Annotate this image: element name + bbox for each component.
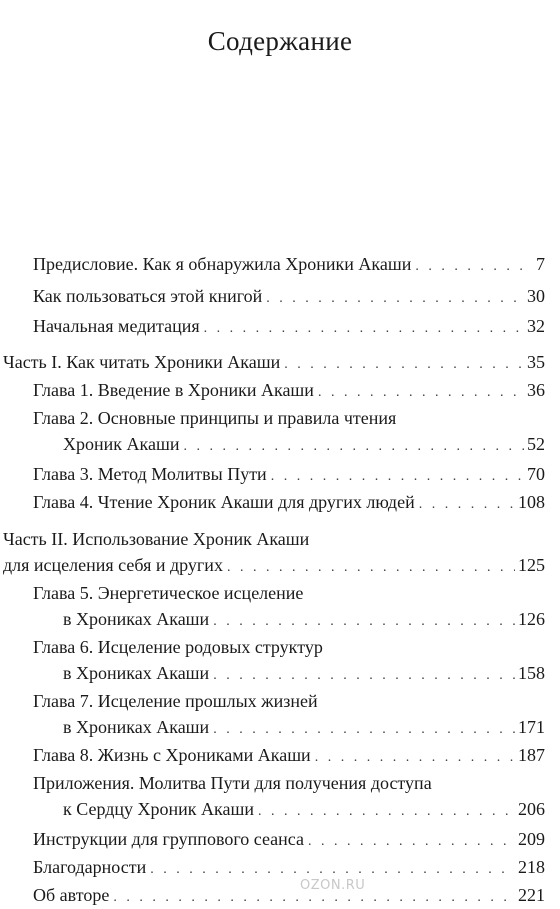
toc-entry-label: Часть I. Как читать Хроники Акаши: [3, 352, 281, 372]
toc-entry-label: Глава 1. Введение в Хроники Акаши: [33, 380, 314, 400]
toc-appendix-line-1: [33, 772, 545, 796]
toc-chapter-7-line-2: [63, 716, 545, 740]
toc-page-number: 221: [518, 885, 545, 905]
toc-part-1: [3, 351, 545, 375]
leader-dots: [213, 611, 515, 633]
toc-entry-label: Инструкции для группового сеанса: [33, 829, 304, 849]
toc-page-number: 209: [518, 829, 545, 849]
toc-chapter-7-line-1: [33, 690, 545, 714]
toc-page-number: 126: [518, 609, 545, 629]
toc-chapter-5-line-2: [63, 608, 545, 632]
toc-chapter-1: [33, 379, 545, 403]
leader-dots: [318, 382, 524, 404]
toc-page-number: 70: [527, 464, 545, 484]
toc-entry-label: Глава 3. Метод Молитвы Пути: [33, 464, 267, 484]
toc-entry-label: Глава 4. Чтение Хроник Акаши для других людей: [33, 492, 415, 512]
toc-entry-label: Благодарности: [33, 857, 147, 877]
toc-chapter-6-line-1: [33, 636, 545, 660]
toc-entry-label: Глава 8. Жизнь с Хрониками Акаши: [33, 745, 311, 765]
toc-appendix-line-2: [63, 798, 545, 822]
toc-chapter-4: [33, 491, 545, 515]
toc-page-number: 218: [518, 857, 545, 877]
toc-page-number: 52: [527, 434, 545, 454]
toc-entry-label-continued: в Хрониках Акаши: [63, 717, 210, 737]
toc-page-number: 7: [536, 254, 545, 274]
leader-dots: [227, 557, 515, 579]
toc-entry-how-to-use: [33, 285, 545, 309]
page-title: Содержание: [207, 26, 353, 56]
toc-entry-label-continued: Хроник Акаши: [63, 434, 180, 454]
toc-entry-meditation: [33, 315, 545, 339]
toc-entry-label: Об авторе: [33, 885, 110, 905]
toc-chapter-2-line-1: [33, 407, 545, 431]
leader-dots: [213, 665, 515, 687]
toc-entry-label: Глава 7. Исцеление прошлых жизней: [33, 691, 318, 711]
toc-page-number: 32: [527, 316, 545, 336]
toc-entry-label: Начальная медитация: [33, 316, 200, 336]
toc-entry-label-continued: к Сердцу Хроник Акаши: [63, 799, 254, 819]
toc-entry-label-continued: для исцеления себя и других: [3, 555, 223, 575]
toc-entry-label-continued: в Хрониках Акаши: [63, 663, 210, 683]
toc-chapter-2-line-2: [63, 433, 545, 457]
leader-dots: [315, 747, 515, 769]
toc-acknowledgments: [33, 856, 545, 880]
toc-chapter-6-line-2: [63, 662, 545, 686]
leader-dots: [308, 831, 515, 853]
leader-dots: [271, 466, 524, 488]
toc-part-2-line-2: [3, 554, 545, 578]
toc-entry-preface: [33, 253, 545, 277]
toc-page-number: 171: [518, 717, 545, 737]
toc-part-2-line-1: [3, 528, 545, 552]
leader-dots: [258, 801, 515, 823]
toc-entry-label: Приложения. Молитва Пути для получения доступа: [33, 773, 432, 793]
toc-entry-label: Глава 2. Основные принципы и правила чтения: [33, 408, 397, 428]
leader-dots: [284, 354, 524, 376]
toc-entry-label: Как пользоваться этой книгой: [33, 286, 263, 306]
toc-chapter-5-line-1: [33, 582, 545, 606]
leader-dots: [213, 719, 515, 741]
toc-entry-label: Часть II. Использование Хроник Акаши: [3, 529, 310, 549]
toc-page-number: 158: [518, 663, 545, 683]
leader-dots: [183, 436, 524, 458]
toc-chapter-8: [33, 744, 545, 768]
toc-chapter-3: [33, 463, 545, 487]
leader-dots: [266, 288, 524, 310]
toc-entry-label: Глава 5. Энергетическое исцеление: [33, 583, 304, 603]
toc-page-number: 108: [518, 492, 545, 512]
toc-entry-label: Глава 6. Исцеление родовых структур: [33, 637, 323, 657]
leader-dots: [204, 318, 524, 340]
toc-page-number: 206: [518, 799, 545, 819]
toc-entry-label: Предисловие. Как я обнаружила Хроники Акаши: [33, 254, 412, 274]
toc-page-number: 30: [527, 286, 545, 306]
toc-group-session-instructions: [33, 828, 545, 852]
toc-page-number: 36: [527, 380, 545, 400]
toc-about-author: [33, 884, 545, 908]
toc-page-number: 35: [527, 352, 545, 372]
ozon-watermark: OZON.RU: [300, 878, 366, 893]
toc-page-number: 187: [518, 745, 545, 765]
leader-dots: [415, 256, 533, 278]
toc-page-number: 125: [518, 555, 545, 575]
toc-entry-label-continued: в Хрониках Акаши: [63, 609, 210, 629]
leader-dots: [419, 494, 515, 516]
